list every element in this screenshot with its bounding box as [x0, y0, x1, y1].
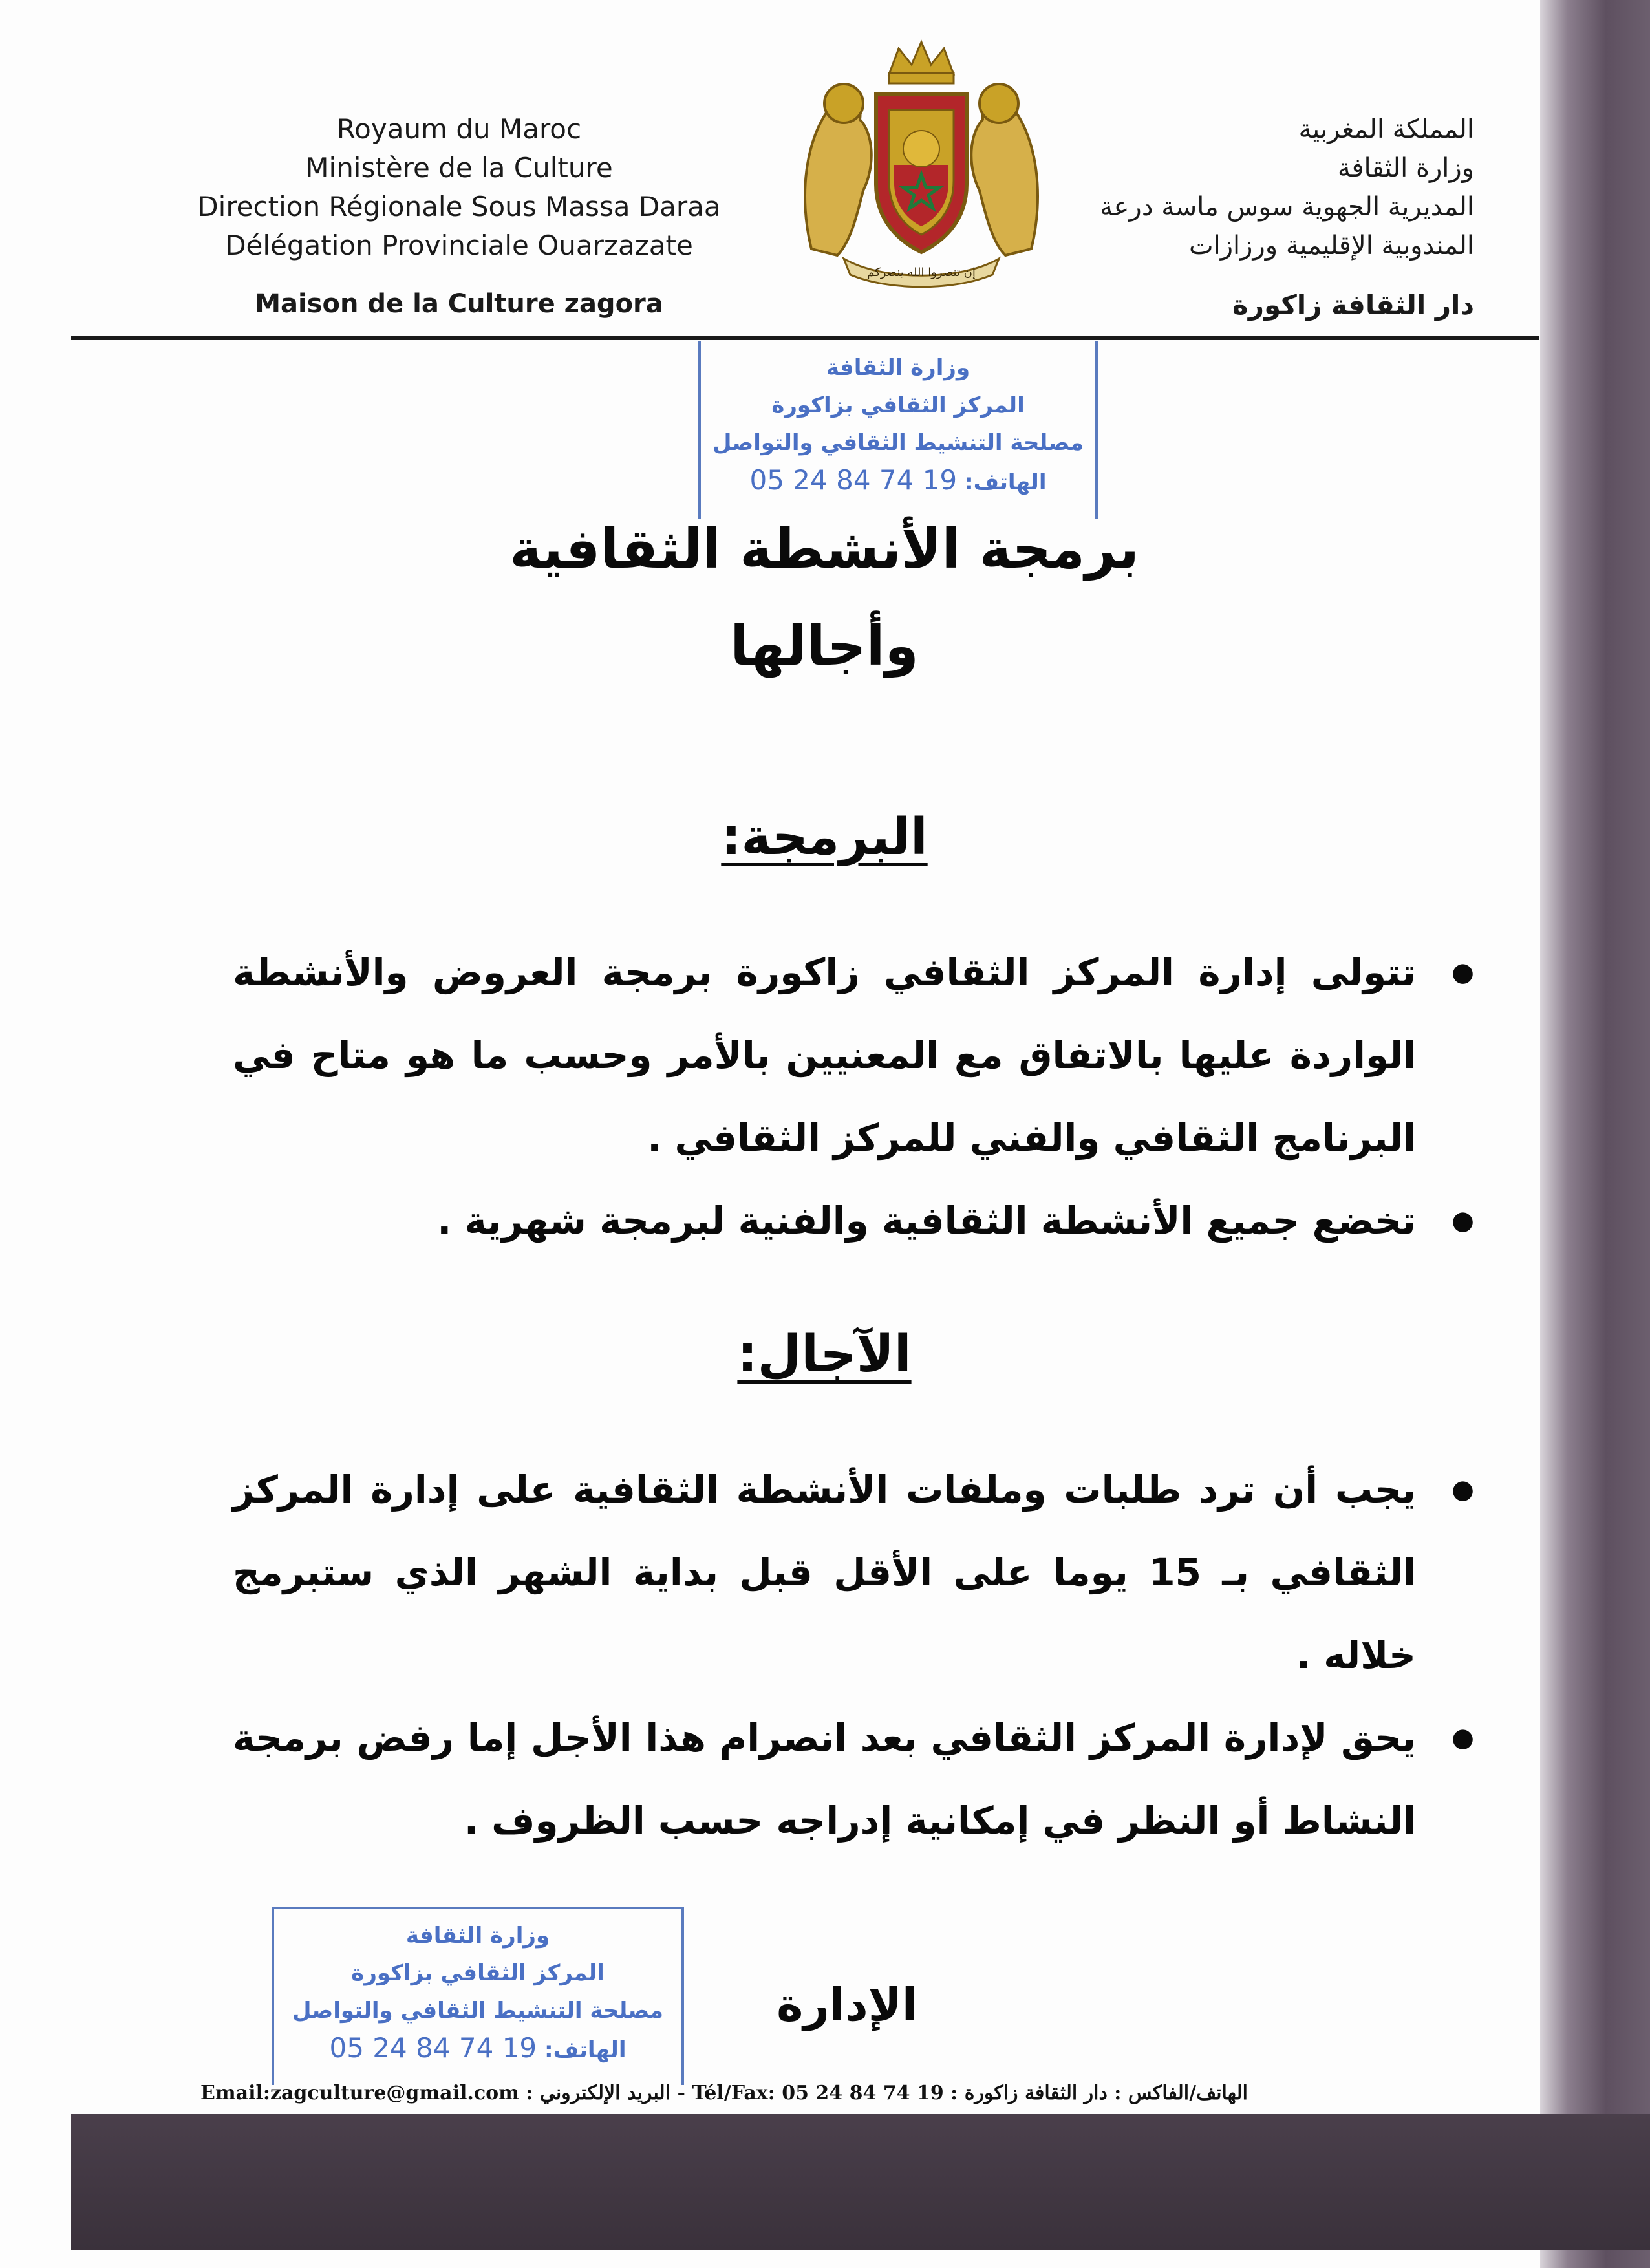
stamp-phone: 05 24 84 74 19 — [329, 2032, 537, 2064]
scan-edge-band — [1540, 0, 1650, 2268]
document-title: برمجة الأنشطة الثقافية — [509, 517, 1139, 581]
kingdom-ar: المملكة المغربية — [1298, 114, 1474, 144]
deadlines-list — [233, 1448, 1474, 1862]
stamp-phone-label: الهاتف: — [544, 2037, 627, 2063]
header-divider — [71, 336, 1539, 340]
document-subtitle: وأجالها — [730, 614, 919, 678]
list-item: ● يجب أن ترد طلبات وملفات الأنشطة الثقافية على إدارة المركز الثقافي بـ 15 يوما على الأقل قبل بداية الشهر الذي ستبرمج خلاله . — [233, 1448, 1416, 1696]
stamp-center: المركز الثقافي بزاكورة — [351, 1960, 605, 1986]
stamp-service: مصلحة التنشيط الثقافي والتواصل — [292, 1998, 663, 2024]
list-item: ● يحق لإدارة المركز الثقافي بعد انصرام هذا الأجل إما رفض برمجة النشاط أو النظر في إمكانية إدراجه حسب الظروف . — [233, 1696, 1416, 1862]
regional-direction-fr: Direction Régionale Sous Massa Daraa — [197, 191, 721, 222]
moroccan-coat-of-arms-icon — [786, 36, 1057, 288]
list-item: ● تخضع جميع الأنشطة الثقافية والفنية لبرمجة شهرية . — [233, 1179, 1416, 1262]
signature-administration: الإدارة — [777, 1978, 917, 2031]
section-heading-programming: البرمجة: — [721, 808, 928, 866]
stamp-center: المركز الثقافي بزاكورة — [771, 392, 1025, 418]
official-stamp-bottom — [272, 1907, 684, 2085]
header-french — [194, 110, 724, 323]
emblem-motto: إن تنصروا الله ينصركم — [867, 266, 976, 279]
provincial-delegation-ar: المندوبية الإقليمية ورزازات — [1188, 231, 1474, 261]
stamp-ministry: وزارة الثقافة — [826, 355, 970, 381]
list-item: ● تتولى إدارة المركز الثقافي زاكورة برمجة العروض والأنشطة الواردة عليها بالاتفاق مع المعنيين بالأمر وحسب ما هو متاح في البرنامج الثقافي والفني للمركز الثقافي . — [233, 931, 1416, 1179]
header-arabic — [1073, 110, 1474, 325]
stamp-phone-row — [701, 462, 1095, 501]
footer-contact: Email:zagculture@gmail.com : البريد الإلكتروني - Tél/Fax: 05 24 84 74 19 : الهاتف/الفاكس : دار الثقافة زاكورة — [200, 2082, 1248, 2104]
kingdom-fr: Royaum du Maroc — [336, 113, 582, 145]
regional-direction-ar: المديرية الجهوية سوس ماسة درعة — [1100, 192, 1474, 222]
stamp-ministry: وزارة الثقافة — [405, 1923, 550, 1949]
ministry-ar: وزارة الثقافة — [1337, 153, 1474, 183]
stamp-phone-label: الهاتف: — [964, 469, 1047, 495]
provincial-delegation-fr: Délégation Provinciale Ouarzazate — [225, 230, 693, 261]
stamp-phone-row — [274, 2029, 681, 2069]
stamp-phone: 05 24 84 74 19 — [749, 464, 958, 496]
official-stamp-top — [698, 341, 1098, 519]
maison-culture-ar: دار الثقافة زاكورة — [1232, 289, 1474, 321]
maison-culture-fr: Maison de la Culture zagora — [255, 289, 663, 319]
stamp-service: مصلحة التنشيط الثقافي والتواصل — [712, 430, 1084, 456]
section-heading-deadlines: الآجال: — [737, 1325, 912, 1384]
scan-bottom-band — [71, 2114, 1650, 2250]
ministry-fr: Ministère de la Culture — [305, 152, 613, 184]
programming-list — [233, 931, 1474, 1262]
